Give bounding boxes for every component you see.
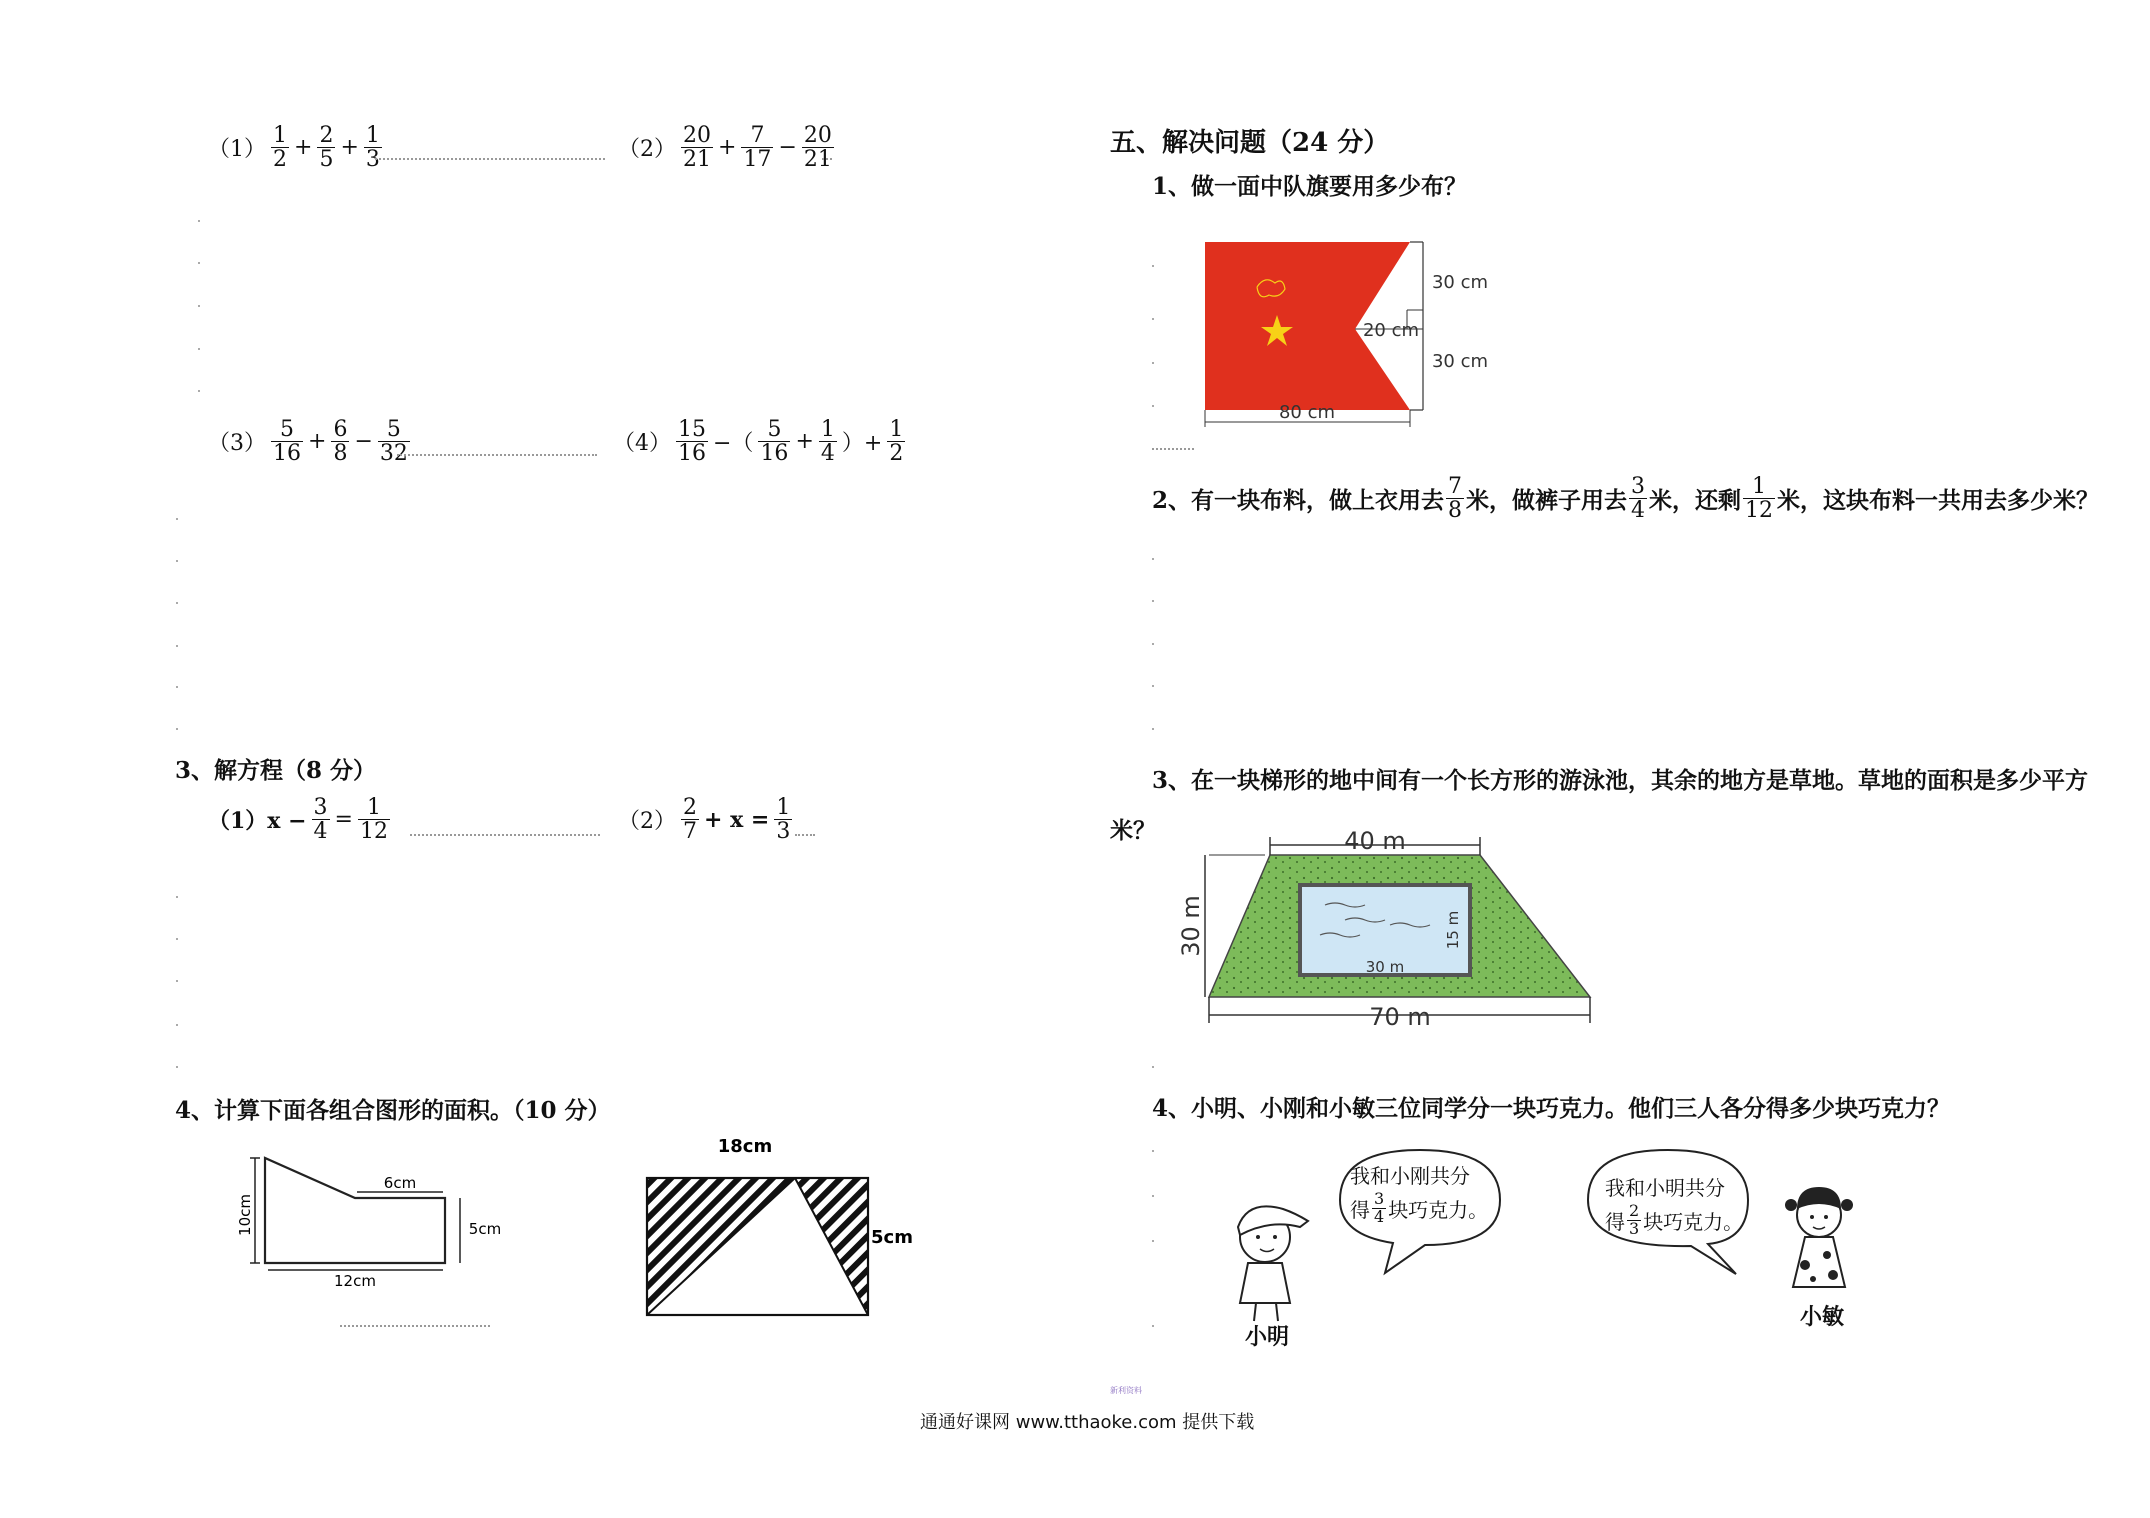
denominator: 12: [359, 819, 388, 845]
fraction: [331, 418, 349, 465]
calc-problem-4: [610, 418, 907, 465]
q3-line-2: 米？: [1110, 817, 1156, 844]
area-heading: 4、计算下面各组合图形的面积。（10 分）: [175, 1097, 611, 1124]
numerator: 1: [820, 417, 835, 442]
problem-label: （4）: [613, 431, 671, 457]
fraction: [741, 124, 773, 171]
label-height: 30 m: [1177, 895, 1205, 957]
numerator: 3: [1631, 474, 1646, 499]
equations-heading: 3、解方程（8 分）: [175, 757, 377, 784]
operator: =: [334, 807, 353, 833]
trapezoid-figure: [1175, 825, 1605, 1035]
q2-text-1: 2、有一块布料，做上衣用去: [1152, 487, 1445, 515]
q2-text-3: 米，还剩: [1649, 487, 1742, 515]
operator: +: [718, 135, 737, 161]
answer-dots: [822, 158, 832, 160]
numerator: 1: [889, 417, 904, 442]
answer-dots: [410, 834, 600, 836]
denominator: 16: [273, 441, 301, 467]
answer-dots: [375, 158, 605, 160]
numerator: 5: [758, 418, 790, 442]
operator: +: [294, 135, 313, 161]
bubble-1-line-1: 我和小刚共分: [1350, 1164, 1470, 1188]
operator: +: [308, 429, 327, 455]
fraction: [819, 418, 837, 465]
problem-label: （2）: [618, 137, 676, 163]
label-right: 5cm: [871, 1227, 913, 1248]
denominator: 4: [1374, 1206, 1385, 1226]
numerator: 1: [365, 123, 380, 148]
operator: −（: [713, 431, 754, 457]
denominator: 21: [803, 147, 832, 173]
denominator: 16: [678, 441, 706, 467]
label-pool-width: 30 m: [1365, 958, 1405, 976]
footer-small-text: 新利资料: [1110, 1386, 1142, 1395]
q2-text: [1152, 475, 2099, 522]
girl-illustration: [1775, 1175, 1865, 1305]
fraction: [271, 418, 303, 465]
fraction: [676, 418, 708, 465]
label-height: 10cm: [236, 1194, 254, 1236]
answer-dots: [397, 454, 597, 456]
numerator: 1: [776, 795, 791, 820]
equation-label: （2）: [618, 809, 676, 835]
numerator: 1: [273, 123, 287, 148]
denominator: 4: [1631, 498, 1646, 524]
fraction: [317, 124, 335, 171]
fraction: [1627, 1203, 1641, 1238]
calc-problem-2: [615, 124, 836, 171]
fraction: [887, 418, 905, 465]
operator: +: [795, 429, 814, 455]
fraction: [1446, 475, 1464, 522]
numerator: 15: [678, 417, 706, 442]
fraction: [802, 124, 834, 171]
bubble-1-pre: 得: [1350, 1197, 1370, 1222]
fraction: [681, 124, 713, 171]
denominator: 3: [1629, 1218, 1640, 1238]
numerator: 2: [319, 123, 334, 148]
denominator: 3: [365, 147, 380, 173]
fraction: [1629, 475, 1647, 522]
label-lower: 30 cm: [1431, 351, 1489, 372]
q1-text: 1、做一面中队旗要用多少布？: [1152, 173, 1468, 200]
label-top: 6cm: [383, 1174, 417, 1192]
fraction: [378, 418, 410, 465]
denominator: 2: [273, 147, 287, 173]
footer-text: 通通好课网 www.tthaoke.com 提供下载: [920, 1412, 1255, 1433]
denominator: 5: [319, 147, 334, 173]
q3-line-1: 3、在一块梯形的地中间有一个长方形的游泳池，其余的地方是草地。草地的面积是多少平方: [1152, 767, 2089, 794]
section5-heading: 五、解决问题（24 分）: [1110, 128, 1390, 158]
numerator: 2: [1629, 1201, 1640, 1220]
numerator: 20: [803, 123, 832, 148]
denominator: 4: [313, 819, 328, 845]
boy-illustration: [1220, 1185, 1330, 1325]
numerator: 1: [1743, 475, 1775, 499]
numerator: 7: [1448, 474, 1463, 499]
fraction: [312, 796, 330, 843]
flag-figure: [1195, 232, 1515, 427]
denominator: 17: [743, 147, 772, 173]
fraction: [1743, 475, 1775, 522]
operator: −: [778, 135, 797, 161]
denominator: 8: [333, 441, 348, 467]
name-xiaoming: 小明: [1245, 1324, 1290, 1350]
operator: −: [354, 429, 373, 455]
denominator: 2: [889, 441, 904, 467]
problem-label: （1）: [208, 137, 266, 163]
denominator: 12: [1745, 498, 1774, 524]
numerator: 3: [313, 795, 328, 820]
fraction: [758, 418, 790, 465]
numerator: 5: [271, 418, 303, 442]
label-width: 80 cm: [1278, 402, 1336, 423]
operator: + x =: [704, 806, 770, 833]
fraction: [1372, 1191, 1386, 1226]
denominator: 4: [820, 441, 835, 467]
numerator: 6: [333, 417, 348, 442]
numerator: 7: [741, 124, 773, 148]
denominator: 21: [683, 147, 711, 173]
bubble-2-text: [1605, 1172, 1743, 1238]
bubble-1-post: 块巧克力。: [1388, 1197, 1489, 1222]
numerator: 2: [683, 795, 697, 820]
answer-dots: [795, 834, 815, 836]
label-top: 40 m: [1344, 827, 1406, 855]
denominator: 3: [776, 819, 791, 845]
answer-dots: [1152, 448, 1194, 450]
numerator: 20: [683, 123, 711, 148]
fraction: [681, 796, 699, 843]
fraction: [358, 796, 390, 843]
q4-text: 4、小明、小刚和小敏三位同学分一块巧克力。他们三人各分得多少块巧克力？: [1152, 1095, 1951, 1122]
label-notch: 20 cm: [1362, 320, 1420, 341]
label-top: 18cm: [717, 1136, 773, 1157]
label-pool-height: 15 m: [1444, 910, 1462, 950]
composite-figure-1: [236, 1140, 530, 1300]
bubble-2-line-1: 我和小明共分: [1605, 1176, 1725, 1200]
calc-problem-3: [205, 418, 412, 465]
label-upper: 30 cm: [1431, 272, 1489, 293]
answer-dots: [340, 1325, 490, 1327]
problem-label: （3）: [208, 431, 266, 457]
figure-outline: [265, 1158, 445, 1263]
label-right: 5cm: [468, 1220, 502, 1238]
numerator: 5: [378, 418, 410, 442]
bubble-2-post: 块巧克力。: [1643, 1209, 1744, 1234]
denominator: 7: [683, 819, 697, 845]
bubble-2-pre: 得: [1605, 1209, 1625, 1234]
equation-1: [205, 796, 392, 843]
denominator: 16: [760, 441, 789, 467]
label-bottom: 12cm: [334, 1272, 376, 1290]
fraction: [774, 796, 792, 843]
numerator: 3: [1374, 1189, 1385, 1208]
fraction: [271, 124, 289, 171]
label-bottom: 70 m: [1369, 1003, 1431, 1031]
numerator: 1: [358, 796, 390, 820]
name-xiaomin: 小敏: [1800, 1304, 1845, 1330]
equation-2: [615, 796, 794, 843]
operator: ）+: [841, 431, 883, 457]
bubble-1-text: [1350, 1160, 1488, 1226]
composite-figure-2: [630, 1130, 920, 1315]
denominator: 32: [379, 441, 408, 467]
fraction: [364, 124, 382, 171]
q2-text-4: 米，这块布料一共用去多少米？: [1777, 487, 2100, 515]
equation-label: （1）x −: [208, 808, 307, 835]
operator: +: [340, 135, 359, 161]
denominator: 8: [1448, 498, 1463, 524]
calc-problem-1: [205, 124, 384, 171]
q2-text-2: 米，做裤子用去: [1466, 487, 1628, 515]
